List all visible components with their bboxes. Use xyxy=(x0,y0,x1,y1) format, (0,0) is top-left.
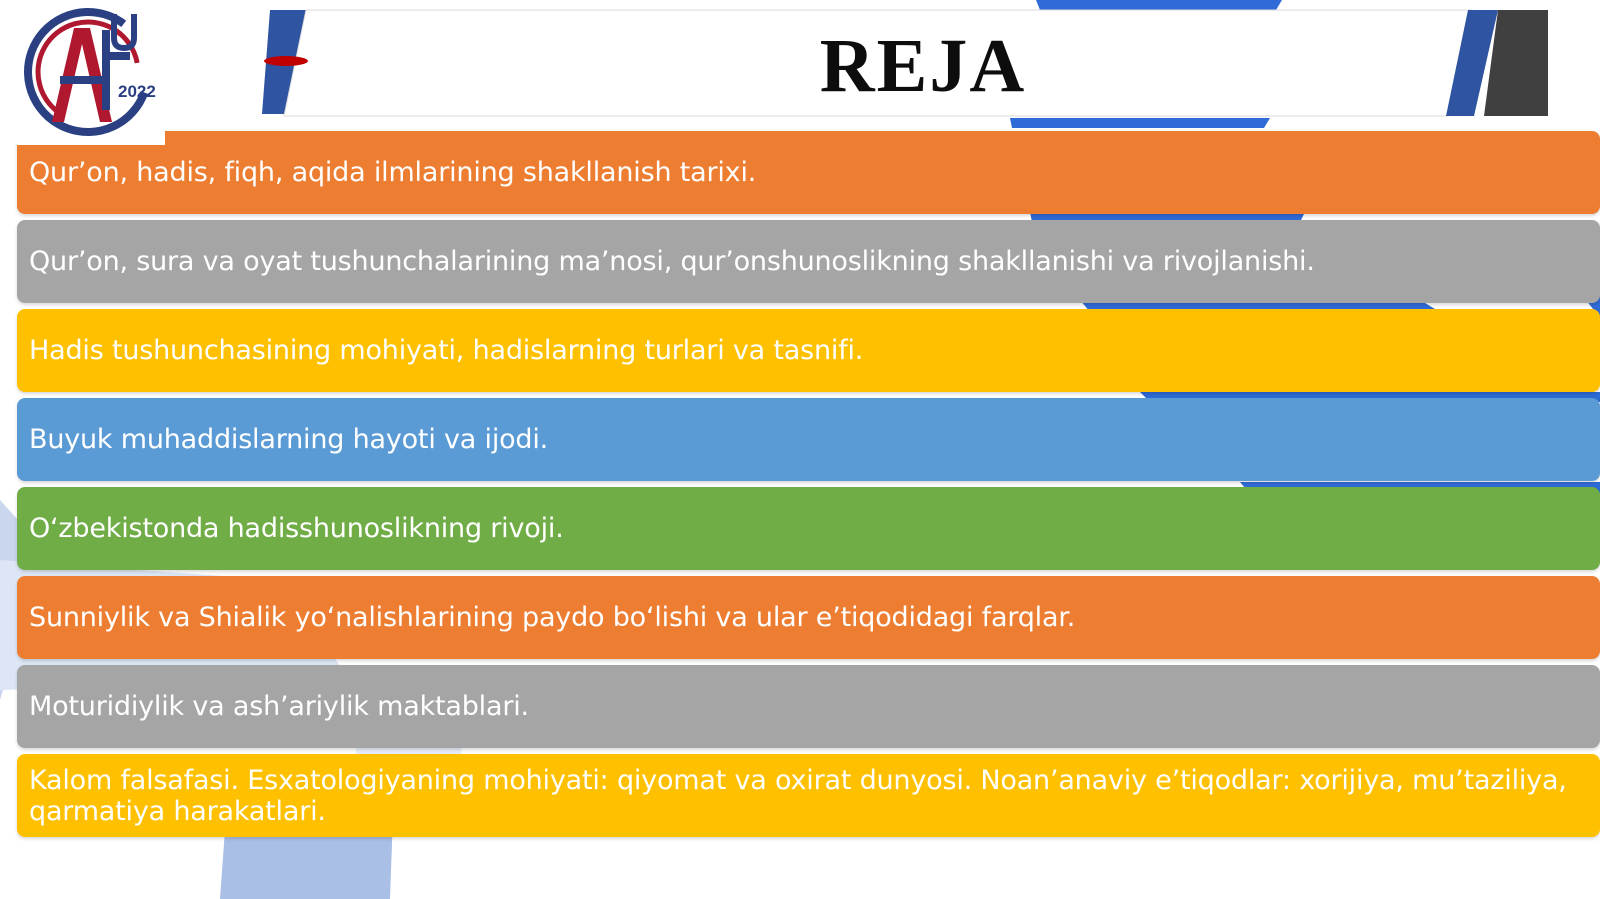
logo-year: 2022 xyxy=(118,82,156,101)
page-title: REJA xyxy=(819,24,1027,108)
title-banner xyxy=(262,6,1584,122)
logo xyxy=(10,0,165,145)
plan-item-4: Buyuk muhaddislarning hayoti va ijodi. xyxy=(17,398,1600,481)
plan-item-7: Moturidiylik va ash’ariylik maktablari. xyxy=(17,665,1600,748)
logo-emblem-icon xyxy=(10,0,165,145)
plan-item-5: O‘zbekistonda hadisshunoslikning rivoji. xyxy=(17,487,1600,570)
plan-item-3: Hadis tushunchasining mohiyati, hadislarning turlari va tasnifi. xyxy=(17,309,1600,392)
plan-item-1: Qur’on, hadis, fiqh, aqida ilmlarining shakllanish tarixi. xyxy=(17,131,1600,214)
plan-item-6: Sunniylik va Shialik yo‘nalishlarining paydo bo‘lishi va ular e’tiqodidagi farqlar. xyxy=(17,576,1600,659)
plan-item-8: Kalom falsafasi. Esxatologiyaning mohiyati: qiyomat va oxirat dunyosi. Noan’anaviy e’tiqodlar: xorijiya, mu’taziliya, qarmatiya harakatlari. xyxy=(17,754,1600,837)
plan-item-2: Qur’on, sura va oyat tushunchalarining ma’nosi, qur’onshunoslikning shakllanishi va rivojlanishi. xyxy=(17,220,1600,303)
